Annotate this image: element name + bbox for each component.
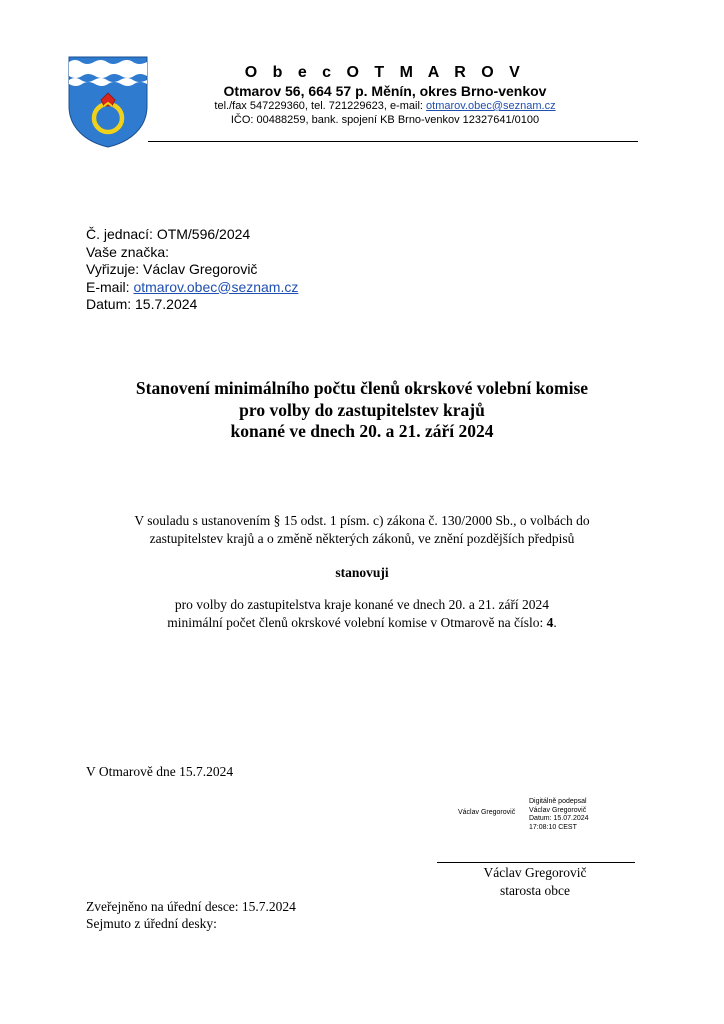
place-and-date: V Otmarově dne 15.7.2024 [86, 764, 234, 779]
decision-line-2 [60, 614, 664, 632]
digital-signature-name: Václav Gregorovič [458, 809, 516, 816]
posted-date: Zveřejněno na úřední desce: 15.7.2024 [86, 899, 296, 914]
signature-line-2: Václav Gregorovič [529, 806, 587, 814]
signature-line-1: Digitálně podepsal [529, 798, 587, 805]
municipality-name: O b e c O T M A R O V [244, 64, 526, 81]
handled-by: Vyřizuje: Václav Gregorovič [86, 261, 258, 277]
digital-signature-details [529, 798, 589, 832]
signature-rule [437, 862, 635, 863]
removed-date: Sejmuto z úřední desky: [86, 916, 217, 931]
signer-role: starosta obce [499, 883, 571, 898]
decision-paragraph [60, 596, 664, 632]
intro-paragraph [60, 512, 664, 548]
title-line-1: Stanovení minimálního počtu členů okrskové volební komise [135, 378, 589, 398]
decision-text: minimální počet členů okrskové volební komise v Otmarově na číslo: [167, 615, 547, 630]
reference-date: Datum: 15.7.2024 [86, 296, 198, 312]
contact-phones: tel./fax 547229360, tel. 721229623, e-mail: [214, 100, 427, 112]
header-email-link[interactable]: otmarov.obec@seznam.cz [426, 100, 556, 112]
reference-number: Č. jednací: OTM/596/2024 [86, 226, 251, 242]
decision-line-1: pro volby do zastupitelstva kraje konané ve dnech 20. a 21. září 2024 [174, 597, 550, 612]
title-line-3: konané ve dnech 20. a 21. září 2024 [230, 421, 494, 441]
decision-verb: stanovuji [335, 565, 389, 580]
municipality-address: Otmarov 56, 664 57 p. Měnín, okres Brno-venkov [223, 83, 547, 99]
email-line [86, 279, 298, 297]
signer-name: Václav Gregorovič [483, 865, 587, 880]
intro-line-2: zastupitelstev krajů a o změně některých zákonů, ve znění pozdějších předpisů [149, 531, 575, 546]
member-count: 4 [546, 615, 554, 630]
municipal-coat-of-arms [68, 56, 148, 148]
posting-info [86, 898, 296, 932]
signature-line-4: 17:08:10 CEST [529, 823, 577, 831]
ico-bank-line: IČO: 00488259, bank. spojení KB Brno-venkov 12327641/0100 [230, 114, 540, 126]
decision-period: . [553, 615, 557, 630]
header-divider [148, 141, 638, 142]
reference-block [86, 226, 298, 314]
title-line-2: pro volby do zastupitelstev krajů [239, 399, 485, 420]
contact-line [180, 100, 590, 112]
signer-block [440, 864, 630, 900]
your-reference: Vaše značka: [86, 243, 170, 260]
intro-line-1: V souladu s ustanovením § 15 odst. 1 písm. c) zákona č. 130/2000 Sb., o volbách do [134, 513, 590, 528]
reference-email-link[interactable]: otmarov.obec@seznam.cz [133, 278, 299, 295]
document-title [60, 378, 664, 443]
email-label: E-mail: [86, 278, 134, 295]
signature-line-3: Datum: 15.07.2024 [529, 815, 589, 823]
